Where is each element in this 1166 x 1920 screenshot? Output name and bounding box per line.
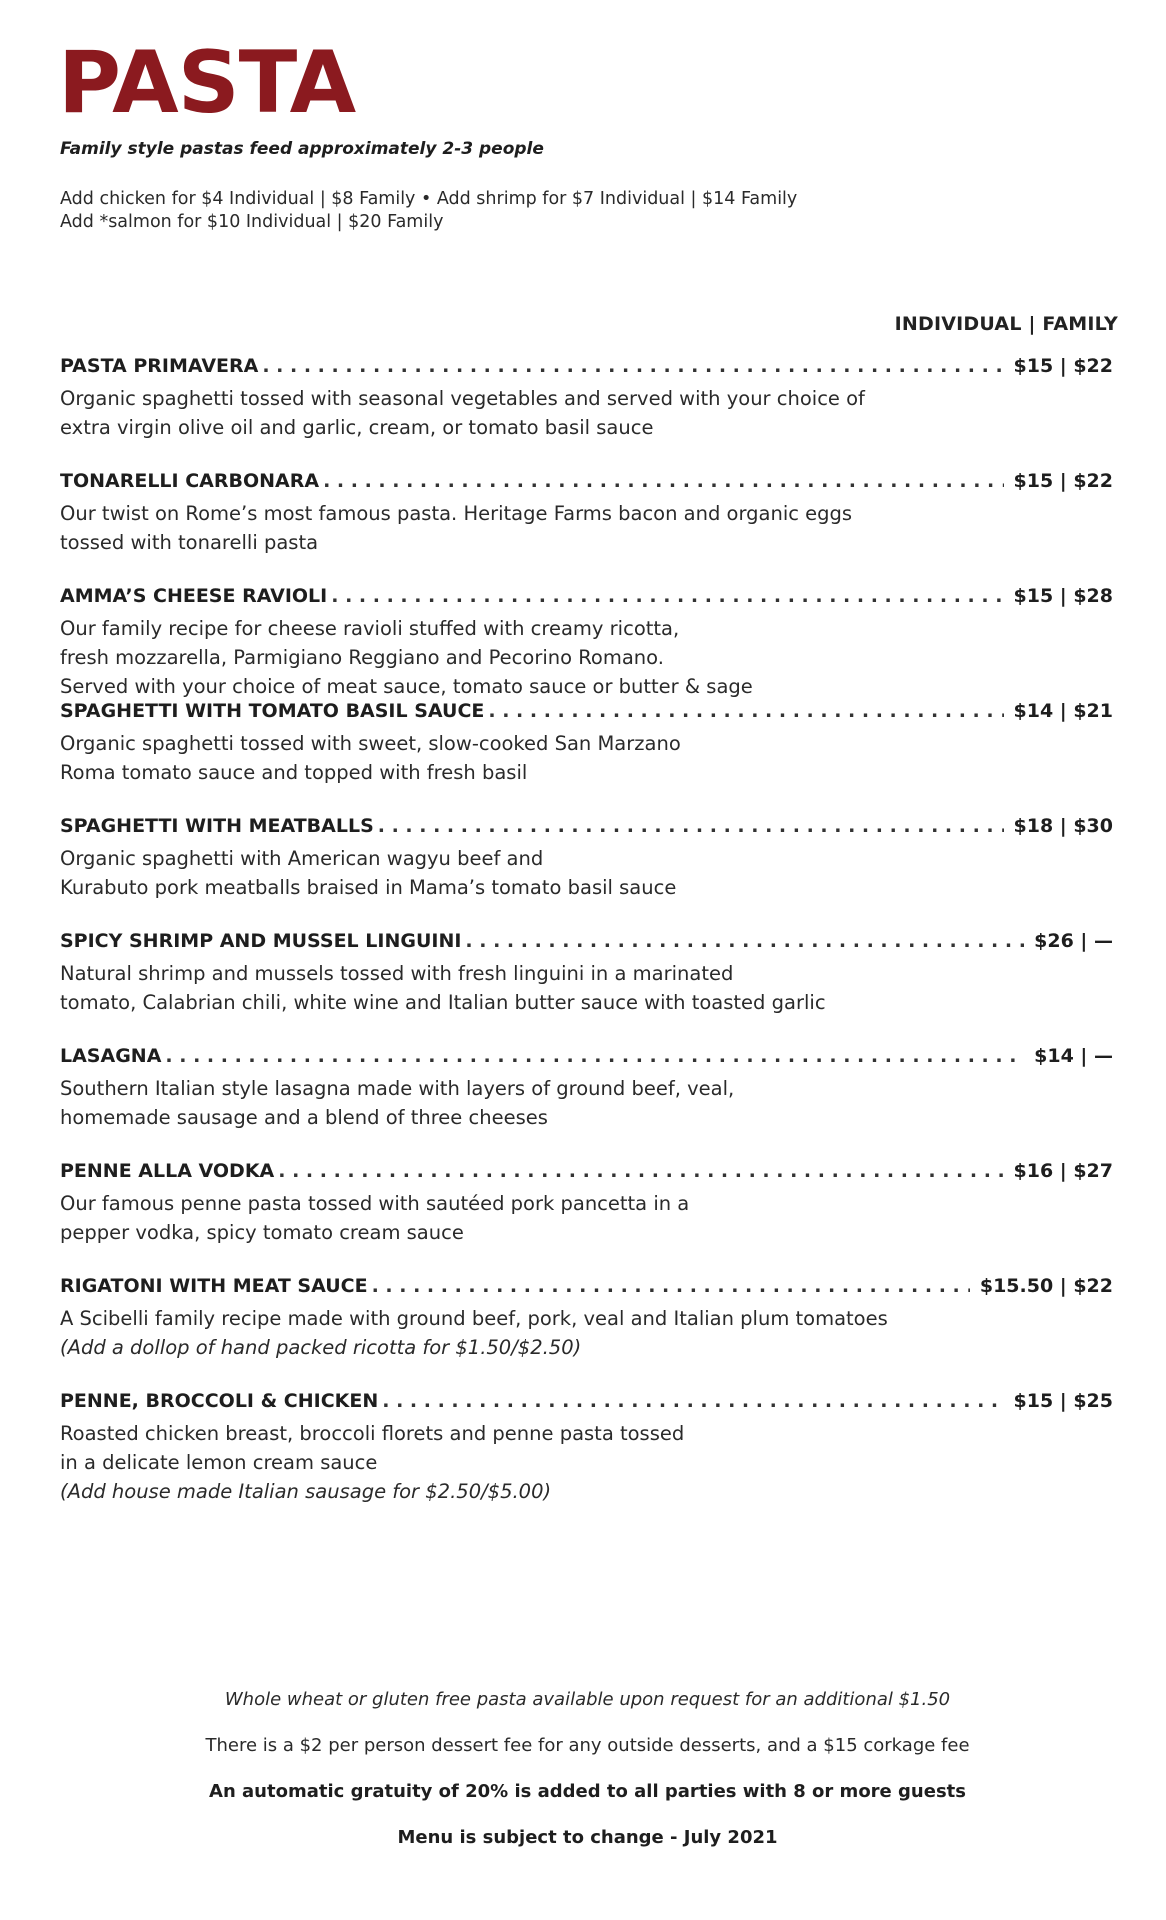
menu-item-price: $15 | $28 bbox=[1013, 585, 1113, 607]
menu-item-header bbox=[60, 1045, 1113, 1074]
menu-item bbox=[60, 815, 1113, 930]
menu-item bbox=[60, 355, 1113, 470]
menu-item-price: $26 | — bbox=[1034, 930, 1113, 952]
description-line: Our family recipe for cheese ravioli stuffed with creamy ricotta, bbox=[60, 617, 680, 640]
menu-change-note: Menu is subject to change - July 2021 bbox=[397, 1827, 778, 1848]
pasta-substitution-note: Whole wheat or gluten free pasta available upon request for an additional $1.50 bbox=[224, 1689, 951, 1710]
menu-item-header bbox=[60, 355, 1113, 384]
menu-item-header bbox=[60, 585, 1113, 614]
description-line: Organic spaghetti tossed with sweet, slow-cooked San Marzano bbox=[60, 732, 681, 755]
dot-leader bbox=[382, 1390, 1003, 1412]
dot-leader bbox=[488, 700, 1003, 722]
menu-item-description bbox=[60, 1304, 1113, 1362]
menu-item-name: PENNE, BROCCOLI & CHICKEN bbox=[60, 1390, 379, 1412]
description-line: Our twist on Rome’s most famous pasta. Heritage Farms bacon and organic eggs bbox=[60, 502, 853, 525]
description-line: Kurabuto pork meatballs braised in Mama’s tomato basil sauce bbox=[60, 876, 677, 899]
dot-leader bbox=[465, 930, 1024, 952]
description-line: tossed with tonarelli pasta bbox=[60, 531, 319, 554]
menu-item-description bbox=[60, 614, 1113, 701]
description-line: in a delicate lemon cream sauce bbox=[60, 1451, 378, 1474]
menu-item-description bbox=[60, 729, 1113, 787]
description-line: Organic spaghetti with American wagyu beef and bbox=[60, 847, 544, 870]
menu-item-description bbox=[60, 959, 1113, 1017]
dot-leader bbox=[165, 1045, 1024, 1067]
menu-item bbox=[60, 1160, 1113, 1275]
page-title: PASTA bbox=[58, 33, 356, 133]
dot-leader bbox=[378, 815, 1004, 837]
addons-line: Add *salmon for $10 Individual | $20 Family bbox=[60, 212, 444, 232]
menu-item-header bbox=[60, 1390, 1113, 1419]
gratuity-note: An automatic gratuity of 20% is added to all parties with 8 or more guests bbox=[209, 1781, 966, 1802]
menu-item-price: $14 | — bbox=[1034, 1045, 1113, 1067]
serving-note: Family style pastas feed approximately 2-3 people bbox=[60, 139, 544, 159]
menu-item bbox=[60, 470, 1113, 585]
dot-leader bbox=[262, 355, 1003, 377]
menu-item-description bbox=[60, 384, 1113, 442]
description-line: Roasted chicken breast, broccoli florets and penne pasta tossed bbox=[60, 1422, 685, 1445]
menu-page bbox=[58, 0, 1118, 1920]
dot-leader bbox=[331, 585, 1003, 607]
menu-item-addon-note: (Add house made Italian sausage for $2.50/$5.00) bbox=[60, 1480, 552, 1503]
menu-item-header bbox=[60, 1160, 1113, 1189]
menu-item-price: $15 | $25 bbox=[1013, 1390, 1113, 1412]
menu-item-name: SPAGHETTI WITH MEATBALLS bbox=[60, 815, 374, 837]
menu-items bbox=[60, 355, 1113, 1505]
menu-item bbox=[60, 700, 1113, 815]
menu-item-addon-note: (Add a dollop of hand packed ricotta for $1.50/$2.50) bbox=[60, 1336, 582, 1359]
description-line: Organic spaghetti tossed with seasonal vegetables and served with your choice of bbox=[60, 387, 865, 410]
menu-item bbox=[60, 585, 1113, 700]
menu-item-name: TONARELLI CARBONARA bbox=[60, 470, 320, 492]
dot-leader bbox=[278, 1160, 1003, 1182]
menu-item-description bbox=[60, 844, 1113, 902]
menu-item-description bbox=[60, 499, 1113, 557]
menu-item bbox=[60, 1045, 1113, 1160]
menu-item-price: $14 | $21 bbox=[1013, 700, 1113, 722]
description-line: Served with your choice of meat sauce, tomato sauce or butter & sage bbox=[60, 675, 753, 698]
menu-item-price: $16 | $27 bbox=[1013, 1160, 1113, 1182]
menu-item-price: $18 | $30 bbox=[1013, 815, 1113, 837]
description-line: A Scibelli family recipe made with ground beef, pork, veal and Italian plum tomatoes bbox=[60, 1307, 888, 1330]
description-line: tomato, Calabrian chili, white wine and Italian butter sauce with toasted garlic bbox=[60, 991, 826, 1014]
menu-item-name: SPICY SHRIMP AND MUSSEL LINGUINI bbox=[60, 930, 462, 952]
menu-item-name: LASAGNA bbox=[60, 1045, 162, 1067]
description-line: Roma tomato sauce and topped with fresh basil bbox=[60, 761, 528, 784]
dot-leader bbox=[323, 470, 1003, 492]
menu-item-name: PENNE ALLA VODKA bbox=[60, 1160, 275, 1182]
addons-line: Add chicken for $4 Individual | $8 Family • Add shrimp for $7 Individual | $14 Family bbox=[60, 189, 798, 209]
menu-item-description bbox=[60, 1419, 1113, 1506]
menu-item-header bbox=[60, 1275, 1113, 1304]
description-line: fresh mozzarella, Parmigiano Reggiano and Pecorino Romano. bbox=[60, 646, 664, 669]
menu-item-header bbox=[60, 930, 1113, 959]
menu-item-name: AMMA’S CHEESE RAVIOLI bbox=[60, 585, 328, 607]
description-line: extra virgin olive oil and garlic, cream, or tomato basil sauce bbox=[60, 416, 654, 439]
protein-addons bbox=[60, 188, 797, 234]
price-column-header: INDIVIDUAL | FAMILY bbox=[894, 313, 1118, 335]
menu-item-name: RIGATONI WITH MEAT SAUCE bbox=[60, 1275, 368, 1297]
menu-item-header bbox=[60, 700, 1113, 729]
menu-item-name: PASTA PRIMAVERA bbox=[60, 355, 259, 377]
menu-item-description bbox=[60, 1074, 1113, 1132]
description-line: Our famous penne pasta tossed with sautéed pork pancetta in a bbox=[60, 1192, 690, 1215]
menu-item-name: SPAGHETTI WITH TOMATO BASIL SAUCE bbox=[60, 700, 485, 722]
dot-leader bbox=[372, 1275, 970, 1297]
description-line: homemade sausage and a blend of three cheeses bbox=[60, 1106, 548, 1129]
menu-item-price: $15 | $22 bbox=[1013, 355, 1113, 377]
description-line: Natural shrimp and mussels tossed with fresh linguini in a marinated bbox=[60, 962, 734, 985]
description-line: Southern Italian style lasagna made with layers of ground beef, veal, bbox=[60, 1077, 735, 1100]
menu-item bbox=[60, 1275, 1113, 1390]
menu-item-price: $15.50 | $22 bbox=[979, 1275, 1113, 1297]
menu-item-header bbox=[60, 815, 1113, 844]
dessert-corkage-note: There is a $2 per person dessert fee for any outside desserts, and a $15 corkage fee bbox=[205, 1735, 970, 1756]
menu-item-header bbox=[60, 470, 1113, 499]
menu-item-price: $15 | $22 bbox=[1013, 470, 1113, 492]
menu-item-description bbox=[60, 1189, 1113, 1247]
description-line: pepper vodka, spicy tomato cream sauce bbox=[60, 1221, 464, 1244]
menu-item bbox=[60, 1390, 1113, 1505]
menu-item bbox=[60, 930, 1113, 1045]
